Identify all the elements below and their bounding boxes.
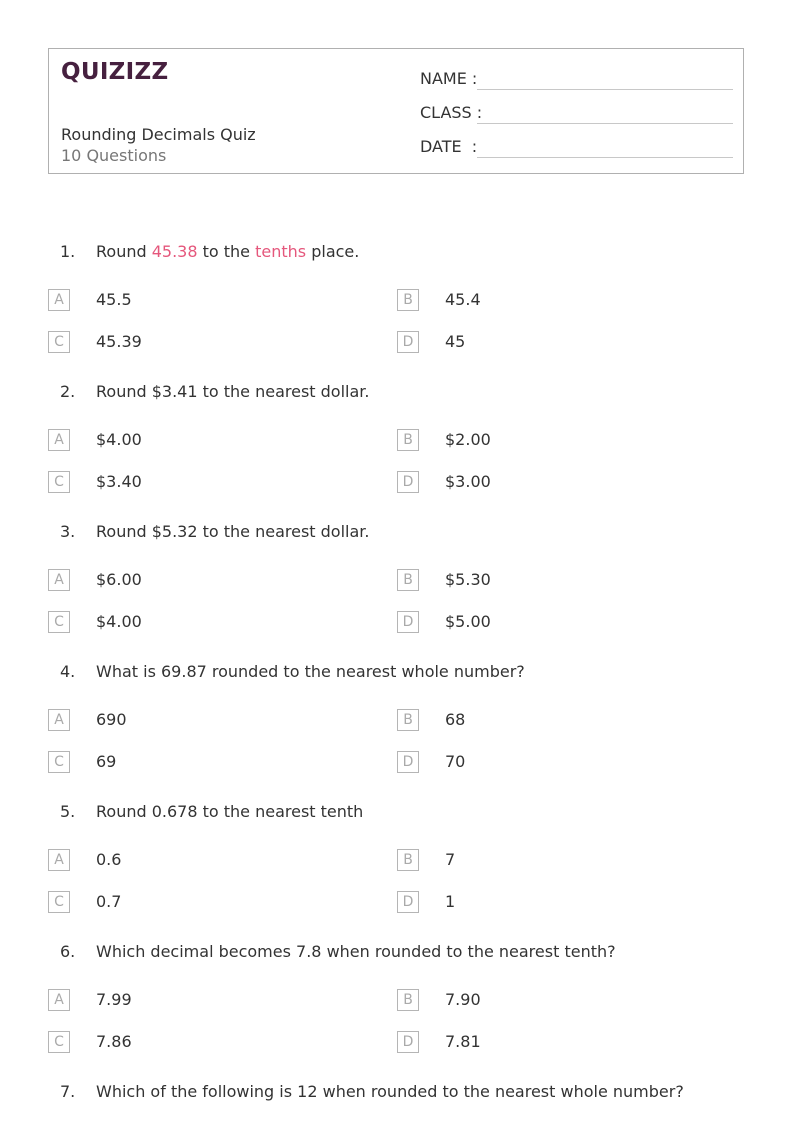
class-label: CLASS :	[420, 103, 483, 122]
question-number: 2.	[60, 382, 76, 401]
question-text: Round $5.32 to the nearest dollar.	[96, 522, 370, 541]
question-text: Which of the following is 12 when rounded to the nearest whole number?	[96, 1082, 684, 1101]
question-text-part: to the	[197, 242, 256, 261]
option-text: 7.90	[445, 990, 481, 1009]
option-letter-box[interactable]: B	[397, 569, 419, 591]
question-text-part: Round	[96, 242, 152, 261]
option-text: 45.39	[96, 332, 142, 351]
option-letter-box[interactable]: D	[397, 611, 419, 633]
option-text: $5.00	[445, 612, 491, 631]
option-text: 1	[445, 892, 456, 911]
option-text: 70	[445, 752, 466, 771]
question-text: Round 0.678 to the nearest tenth	[96, 802, 364, 821]
option-text: $4.00	[96, 612, 142, 631]
question-number: 1.	[60, 242, 76, 261]
option-text: 7.81	[445, 1032, 481, 1051]
option-letter-box[interactable]: A	[48, 429, 70, 451]
option-text: 690	[96, 710, 127, 729]
option-letter-box[interactable]: D	[397, 1031, 419, 1053]
option-letter-box[interactable]: A	[48, 289, 70, 311]
option-text: 0.7	[96, 892, 122, 911]
name-line[interactable]	[477, 89, 733, 90]
option-text: 0.6	[96, 850, 122, 869]
option-letter-box[interactable]: D	[397, 751, 419, 773]
option-letter-box[interactable]: C	[48, 611, 70, 633]
question-number: 7.	[60, 1082, 76, 1101]
option-text: 45	[445, 332, 466, 351]
option-letter-box[interactable]: D	[397, 471, 419, 493]
option-text: 45.5	[96, 290, 132, 309]
question-number: 4.	[60, 662, 76, 681]
option-letter-box[interactable]: A	[48, 569, 70, 591]
option-letter-box[interactable]: A	[48, 989, 70, 1011]
option-text: 7.99	[96, 990, 132, 1009]
option-letter-box[interactable]: D	[397, 331, 419, 353]
worksheet-header	[48, 48, 744, 174]
name-label: NAME :	[420, 69, 478, 88]
question-number: 5.	[60, 802, 76, 821]
option-letter-box[interactable]: A	[48, 849, 70, 871]
option-text: $5.30	[445, 570, 491, 589]
option-letter-box[interactable]: B	[397, 289, 419, 311]
option-text: 7	[445, 850, 456, 869]
option-letter-box[interactable]: B	[397, 849, 419, 871]
question-text: Round $3.41 to the nearest dollar.	[96, 382, 370, 401]
option-text: 7.86	[96, 1032, 132, 1051]
question-count: 10 Questions	[61, 146, 167, 165]
option-letter-box[interactable]: C	[48, 331, 70, 353]
option-letter-box[interactable]: C	[48, 751, 70, 773]
option-text: $3.00	[445, 472, 491, 491]
option-text: $3.40	[96, 472, 142, 491]
option-letter-box[interactable]: B	[397, 429, 419, 451]
option-text: $4.00	[96, 430, 142, 449]
option-text: $2.00	[445, 430, 491, 449]
option-letter-box[interactable]: D	[397, 891, 419, 913]
question-text	[96, 242, 359, 261]
option-letter-box[interactable]: B	[397, 989, 419, 1011]
quizizz-logo: QUIZIZZ	[61, 59, 169, 85]
question-number: 3.	[60, 522, 76, 541]
option-letter-box[interactable]: C	[48, 471, 70, 493]
option-letter-box[interactable]: A	[48, 709, 70, 731]
option-text: 68	[445, 710, 466, 729]
option-text: $6.00	[96, 570, 142, 589]
question-text-part: place.	[306, 242, 360, 261]
option-letter-box[interactable]: C	[48, 891, 70, 913]
option-text: 45.4	[445, 290, 481, 309]
question-text: Which decimal becomes 7.8 when rounded to the nearest tenth?	[96, 942, 616, 961]
quiz-title: Rounding Decimals Quiz	[61, 125, 256, 144]
highlighted-term: 45.38	[151, 242, 198, 261]
option-letter-box[interactable]: C	[48, 1031, 70, 1053]
highlighted-term: tenths	[255, 242, 307, 261]
question-number: 6.	[60, 942, 76, 961]
option-letter-box[interactable]: B	[397, 709, 419, 731]
class-line[interactable]	[477, 123, 733, 124]
date-label: DATE :	[420, 137, 478, 156]
date-line[interactable]	[477, 157, 733, 158]
option-text: 69	[96, 752, 117, 771]
question-text: What is 69.87 rounded to the nearest whole number?	[96, 662, 525, 681]
